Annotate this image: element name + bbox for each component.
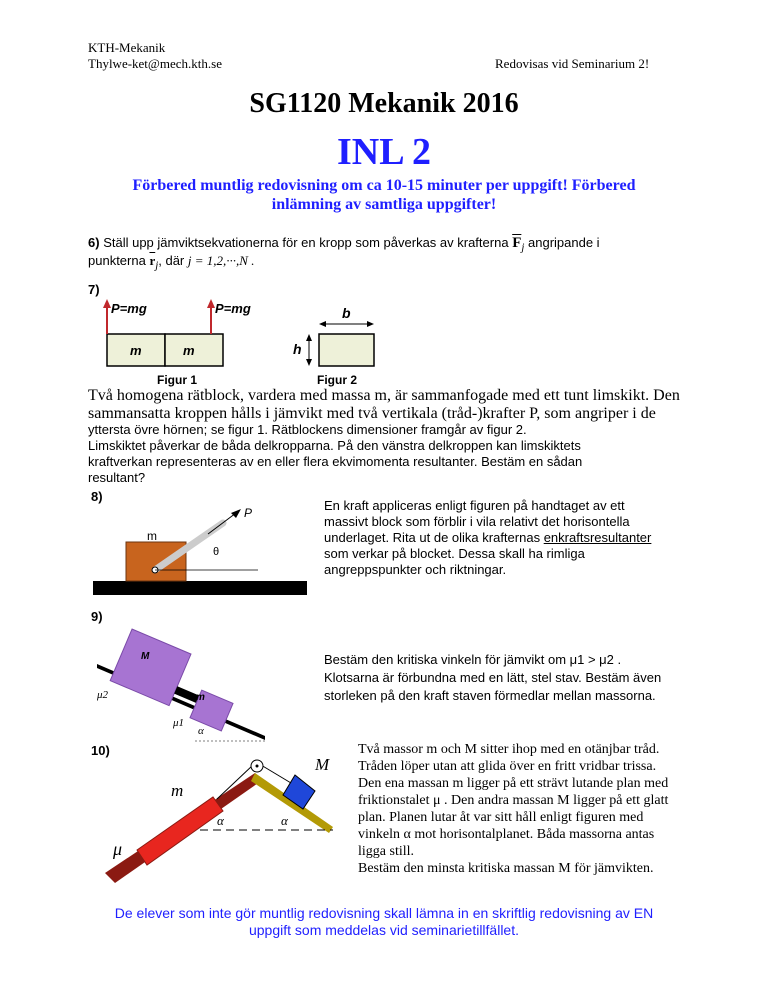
instructions-line-1: Förbered muntlig redovisning om ca 10-15 minuter per uppgift! Förbered [132,177,636,194]
question-6-range: j = 1,2,···,N . [187,253,255,268]
force-sub-j: j [521,241,525,254]
question-10-number: 10) [91,743,110,758]
question-10-line-1: Två massor m och M sitter ihop med en otänjbar tråd. [358,742,660,757]
instructions [84,176,684,214]
q10-label-alpha-right: α [281,813,288,828]
fig1-arrowhead-right [207,299,215,308]
question-10-line-5: plan. Planen lutar åt var sitt håll enligt figuren med [358,810,644,825]
q9-label-mu2: μ2 [97,689,109,701]
fig2-height-arrow-bottom [306,359,312,366]
fig2-label-b: b [342,305,351,321]
question-6-text-2: angripande i [528,235,600,250]
question-10-text [358,741,718,877]
instructions-line-2: inlämning av samtliga uppgifter! [271,196,497,213]
question-9-number: 9) [91,609,103,624]
q9-label-m: m [196,692,205,703]
fig1-force-label-left: P=mg [111,301,147,316]
header-org: KTH-Mekanik [88,40,166,55]
figure-q8 [93,503,307,601]
underlined-term: enkraftsresultanter [543,530,652,545]
q10-label-M: M [315,755,330,774]
question-6-text-3: punkterna [88,253,146,268]
question-7-line-4: Limskiktet påverkar de båda delkropparna. På den vänstra delkroppen kan limskiktets [88,438,581,453]
q10-pulley-axle [256,765,259,768]
q8-block [126,542,186,581]
question-9-text [324,651,724,705]
question-7-line-3: yttersta övre hörnen; se figur 1. Rätblockens dimensioner framgår av figur 2. [88,422,527,437]
question-7-paragraph-2 [88,422,688,486]
fig2-width-arrow-left [319,321,326,327]
figure-1-caption: Figur 1 [157,373,198,387]
question-8-line-1: En kraft appliceras enligt figuren på handtaget av ett [324,498,625,513]
fig2-width-arrow-right [367,321,374,327]
q8-ground [93,581,307,595]
fig1-arrowhead-left [103,299,111,308]
fig2-block [319,334,374,366]
figure-1-and-2 [95,296,395,380]
q10-label-mu: μ [113,839,123,859]
question-6-number: 6) [88,235,100,250]
question-8-line-4: som verkar på blocket. Dessa skall ha rimliga [324,546,585,561]
q10-label-m: m [171,781,184,800]
q8-force-arrow [208,513,236,534]
q8-label-p: P [244,506,253,520]
page-title: SG1120 Mekanik 2016 [249,88,519,119]
question-7-line-6: resultant? [88,470,146,485]
question-10-line-6: vinkeln α mot horisontalplanet. Båda massorna antas [358,827,655,842]
fig1-force-label-right: P=mg [215,301,251,316]
question-6-text-4: , där [158,253,185,268]
figure-2-caption: Figur 2 [317,373,358,387]
footer-line-1: De elever som inte gör muntlig redovisning skall lämna in en skriftlig redovisning av EN [114,905,654,921]
r-symbol: $\overline{r}$ [149,253,156,268]
fig1-label-m-left: m [130,343,142,358]
fig2-label-h: h [293,341,302,357]
q9-label-mu1: μ1 [173,717,185,729]
question-7-number: 7) [88,282,100,297]
question-8-line-3: underlaget. Rita ut de olika krafternas enkraftsresultanter [324,530,652,545]
q10-mass-m [137,797,223,865]
q8-label-theta: θ [213,546,220,558]
question-10-line-8: Bestäm den minsta kritiska massan M för jämvikten. [358,861,654,876]
question-7-paragraph-1 [88,387,688,423]
fig1-label-m-right: m [183,343,195,358]
question-7-line-1: Två homogena rätblock, vardera med massa m, är sammanfogade med ett tunt limskikt. Den [88,387,680,404]
question-8-line-5: angreppspunkter och riktningar. [324,562,507,577]
figure-q9 [95,628,275,746]
question-9-line-3: storleken på den kraft staven förmedlar mellan massorna. [324,688,656,703]
question-8-line-2: massivt block som förblir i vila relativt det horisontella [324,514,630,529]
question-10-line-3: Den ena massan m ligger på ett strävt lutande plan med [358,776,669,791]
q10-label-alpha-left: α [217,813,224,828]
q8-arrowhead [231,509,241,518]
header-note: Redovisas vid Seminarium 2! [495,56,650,71]
assignment-title: INL 2 [337,131,431,173]
fig2-height-arrow-top [306,334,312,341]
question-8-text [324,498,724,578]
question-7-line-2: sammansatta kroppen hålls i jämvikt med två vertikala (tråd-)krafter P, som angriper i de [88,405,656,422]
question-9-line-1: Bestäm den kritiska vinkeln för jämvikt om μ1 > μ2 . [324,652,622,667]
question-7-line-5: kraftverkan representeras av en eller flera ekvimomenta resultanter. Bestäm en sådan [88,454,583,469]
question-10-line-2: Tråden löper utan att glida över en fritt vridbar trissa. [358,759,657,774]
header-email: Thylwe-ket@mech.kth.se [88,56,222,71]
question-10-line-7: ligga still. [358,844,414,859]
figure-q10 [105,755,335,885]
r-sub-j: j [155,259,159,272]
footer-note [84,905,684,939]
question-9-line-2: Klotsarna är förbundna med en lätt, stel stav. Bestäm även [324,670,662,685]
q8-label-m: m [147,529,157,543]
q9-label-alpha: α [198,725,204,737]
question-6-line-2 [88,252,688,275]
question-8-number: 8) [91,489,103,504]
question-6-text-1: Ställ upp jämviktsekvationerna för en kropp som påverkas av krafterna [103,235,509,250]
footer-line-2: uppgift som meddelas vid seminarietillfället. [248,922,519,938]
force-symbol: $\overline{F}$ [512,235,522,251]
q9-label-M: M [141,651,150,662]
question-10-line-4: friktionstalet μ . Den andra massan M ligger på ett glatt [358,793,669,808]
